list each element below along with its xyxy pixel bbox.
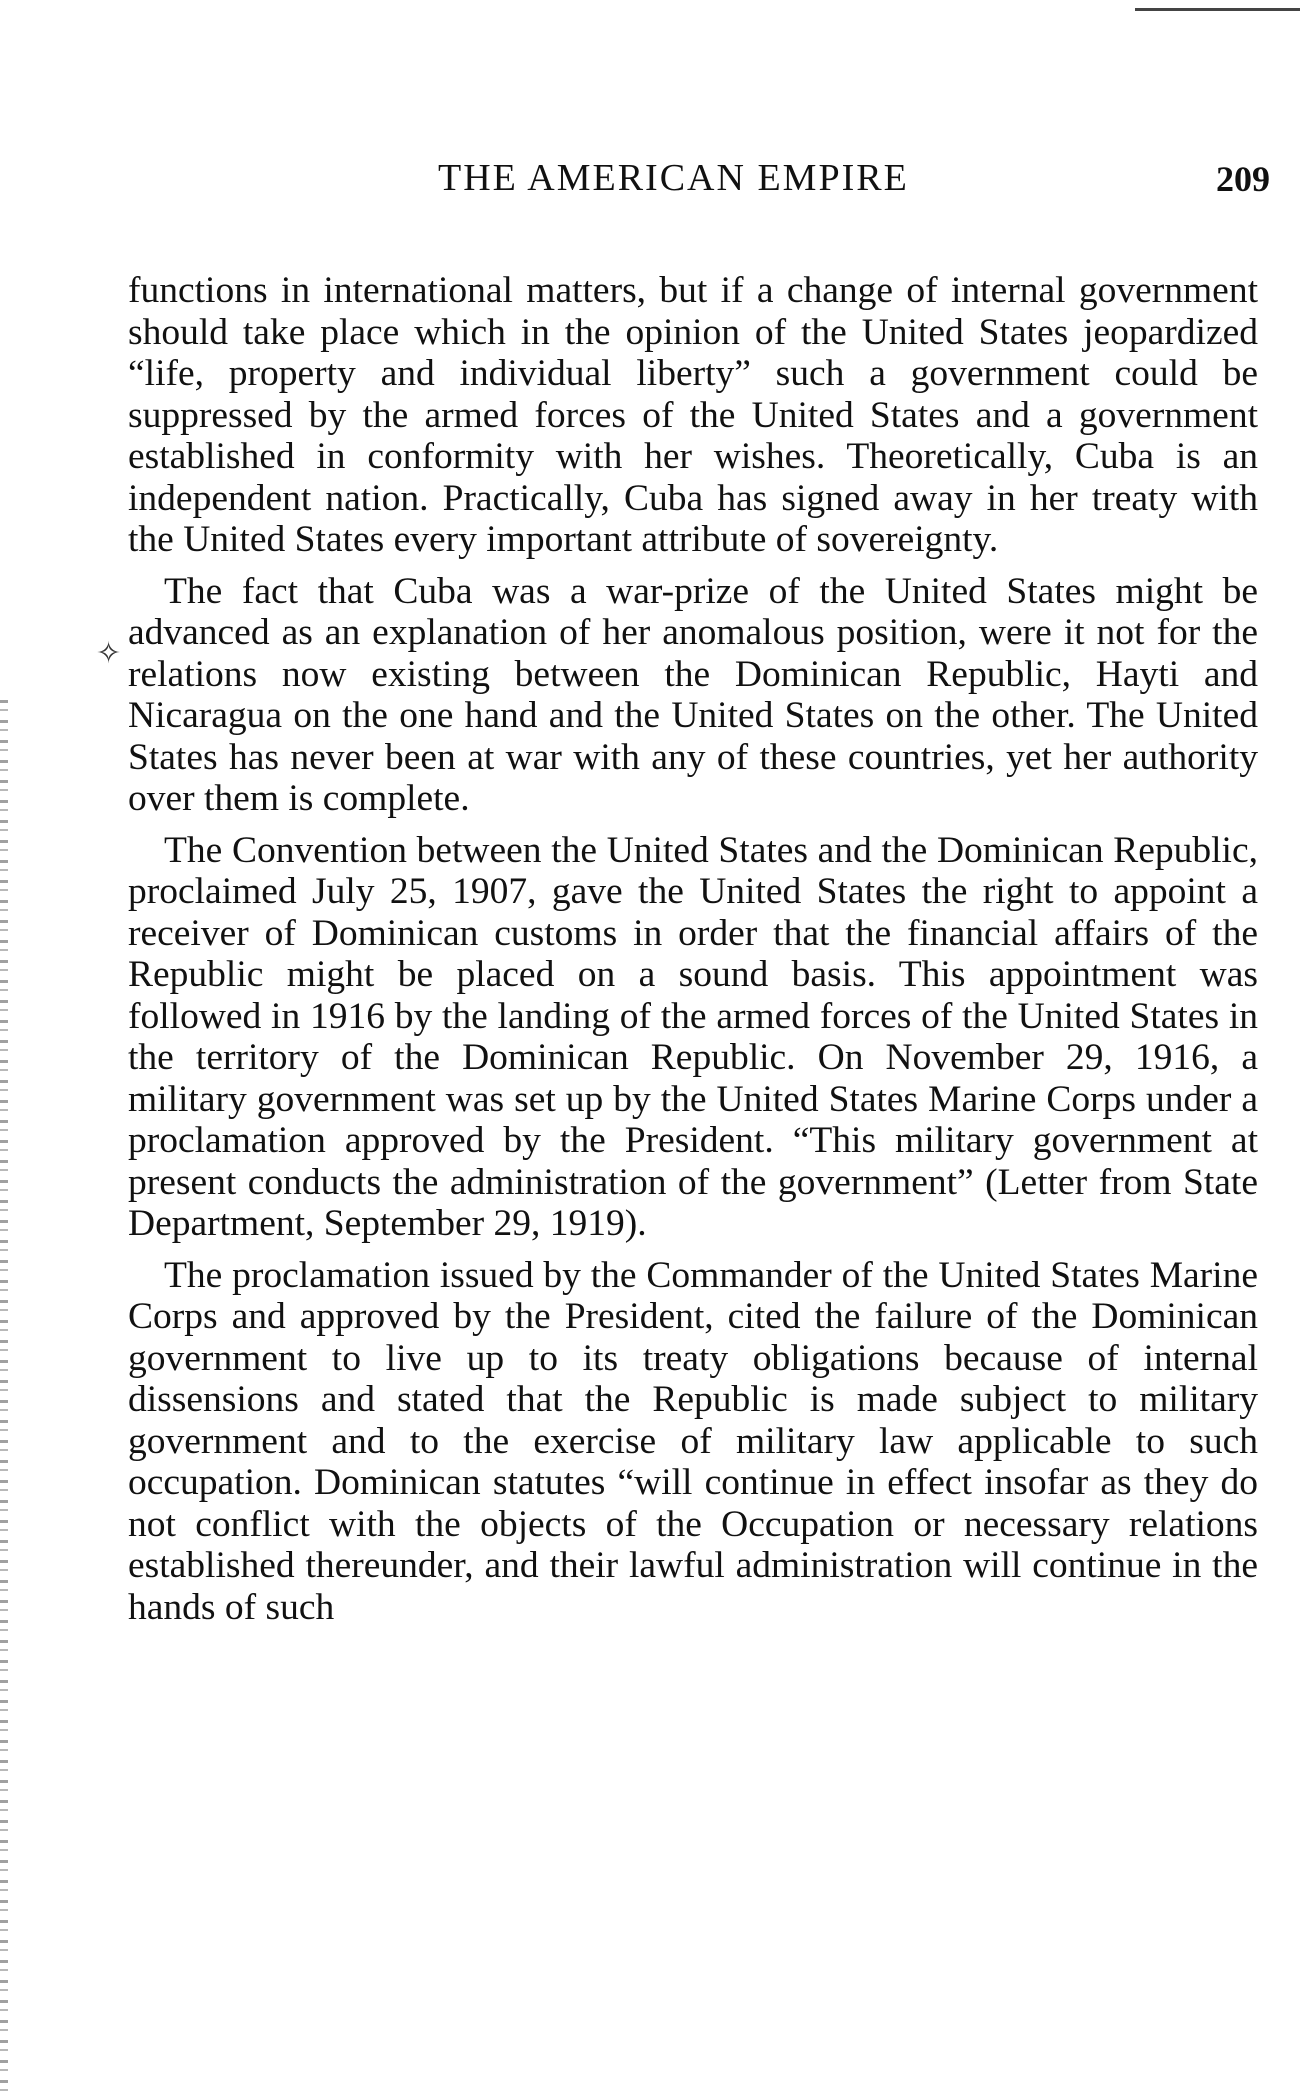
paragraph: functions in international matters, but if a change of internal government should take place which in the opinion of the United States jeopardized “life, property and individual liberty” such a government could be suppressed by the armed forces of the United States and a government established in conformity with her wishes. Theoretically, Cuba is an independent nation. Practically, Cuba has signed away in her treaty with the United States every important attribute of sovereignty.: [128, 270, 1258, 560]
page-number: 209: [1216, 159, 1270, 199]
body-text: [128, 270, 1258, 1638]
scan-rule: [1135, 8, 1300, 11]
paragraph: The fact that Cuba was a war-prize of the United States might be advanced as an explanation of her anomalous position, were it not for the relations now existing between the Dominican Republic, Hayti and Nicaragua on the one hand and the United States on the other. The United States has never been at war with any of these countries, yet her authority over them is complete.: [128, 570, 1258, 819]
paragraph: The Convention between the United States and the Dominican Republic, proclaimed July 25, 1907, gave the United States the right to appoint a receiver of Dominican customs in order that the financial affairs of the Republic might be placed on a sound basis. This appointment was followed in 1916 by the landing of the armed forces of the United States in the territory of the Dominican Republic. On November 29, 1916, a military government was set up by the United States Marine Corps under a proclamation approved by the President. “This military government at present conducts the administration of the government” (Letter from State Department, September 29, 1919).: [128, 829, 1258, 1244]
running-title: THE AMERICAN EMPIRE: [438, 157, 909, 199]
binding-edge: [0, 700, 8, 2100]
margin-mark: ✧: [96, 637, 122, 670]
paragraph: The proclamation issued by the Commander of the United States Marine Corps and approved by the President, cited the failure of the Dominican government to live up to its treaty obligations because of internal dissensions and stated that the Republic is made subject to military government and to the exercise of military law applicable to such occupation. Dominican statutes “will continue in effect insofar as they do not conflict with the objects of the Occupation or necessary relations established thereunder, and their lawful administration will continue in the hands of such: [128, 1254, 1258, 1628]
running-head: [160, 156, 1270, 206]
